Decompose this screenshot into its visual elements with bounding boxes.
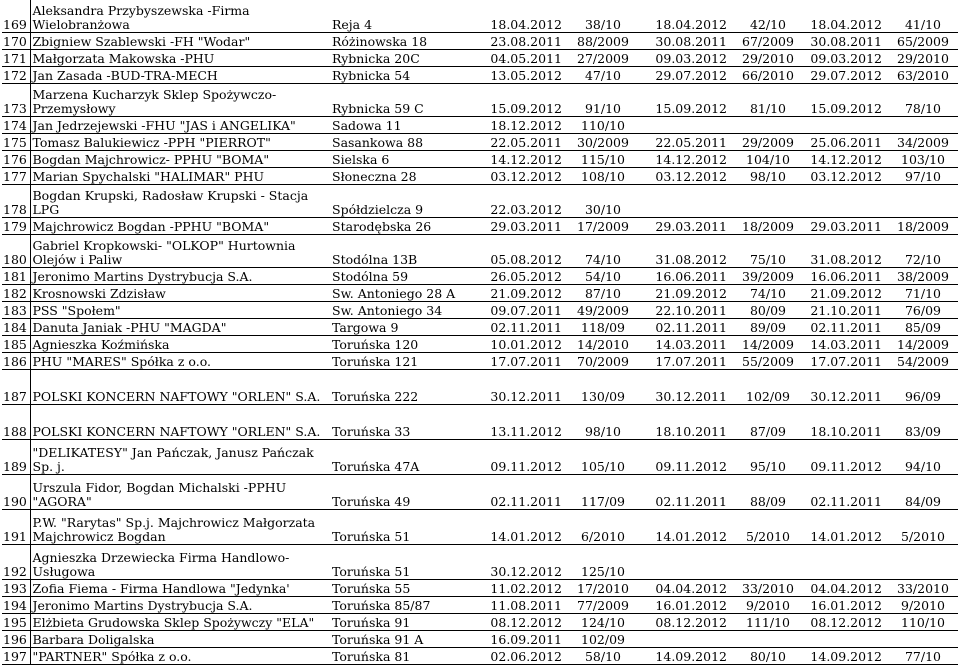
row-number: 179: [2, 218, 30, 235]
number-1: 30/2009: [568, 134, 638, 151]
number-1: 108/10: [568, 168, 638, 185]
number-3: 94/10: [888, 440, 958, 475]
business-name: Majchrowicz Bogdan -PPHU "BOMA": [30, 218, 330, 235]
number-2: [733, 631, 803, 648]
date-3: 14.03.2011: [803, 336, 888, 353]
table-row: [2, 353, 958, 370]
number-2: 95/10: [733, 440, 803, 475]
date-2: 14.01.2012: [638, 510, 733, 545]
table-row: [2, 235, 958, 268]
number-2: 29/2010: [733, 50, 803, 67]
date-2: 15.09.2012: [638, 84, 733, 117]
street-address: Rybnicka 59 C: [330, 84, 473, 117]
street-address: Sielska 6: [330, 151, 473, 168]
number-2: 9/2010: [733, 597, 803, 614]
number-3: 34/2009: [888, 134, 958, 151]
table-row: [2, 475, 958, 510]
date-3: 16.01.2012: [803, 597, 888, 614]
date-2: 09.11.2012: [638, 440, 733, 475]
number-3: 72/10: [888, 235, 958, 268]
street-address: Toruńska 49: [330, 475, 473, 510]
table-row: [2, 336, 958, 353]
street-address: Toruńska 55: [330, 580, 473, 597]
table-row: [2, 67, 958, 84]
date-1: 30.12.2012: [473, 545, 568, 580]
date-3: [803, 631, 888, 648]
table-row: [2, 0, 958, 33]
table-row: [2, 545, 958, 580]
business-name: Danuta Janiak -PHU "MAGDA": [30, 319, 330, 336]
number-3: [888, 545, 958, 580]
business-name: Bogdan Majchrowicz- PPHU "BOMA": [30, 151, 330, 168]
number-3: [888, 185, 958, 218]
date-3: 08.12.2012: [803, 614, 888, 631]
date-1: 02.06.2012: [473, 648, 568, 665]
date-3: 04.04.2012: [803, 580, 888, 597]
date-3: 21.09.2012: [803, 285, 888, 302]
date-2: 09.03.2012: [638, 50, 733, 67]
number-1: 47/10: [568, 67, 638, 84]
row-number: 191: [2, 510, 30, 545]
row-number: 183: [2, 302, 30, 319]
date-1: 09.07.2011: [473, 302, 568, 319]
date-2: 16.01.2012: [638, 597, 733, 614]
table-row: [2, 302, 958, 319]
number-3: 41/10: [888, 0, 958, 33]
table-row: [2, 370, 958, 405]
street-address: Reja 4: [330, 0, 473, 33]
date-3: 18.10.2011: [803, 405, 888, 440]
business-name: PSS "Społem": [30, 302, 330, 319]
number-2: 80/09: [733, 302, 803, 319]
number-1: 77/2009: [568, 597, 638, 614]
date-3: 25.06.2011: [803, 134, 888, 151]
date-3: 30.12.2011: [803, 370, 888, 405]
business-name: Zbigniew Szablewski -FH "Wodar": [30, 33, 330, 50]
business-name: Urszula Fidor, Bogdan Michalski -PPHU "AGORA": [30, 475, 330, 510]
number-3: 63/2010: [888, 67, 958, 84]
street-address: Rybnicka 20C: [330, 50, 473, 67]
row-number: 192: [2, 545, 30, 580]
table-row: [2, 134, 958, 151]
date-1: 22.05.2011: [473, 134, 568, 151]
date-1: 03.12.2012: [473, 168, 568, 185]
number-2: 14/2009: [733, 336, 803, 353]
business-name: Zofia Fiema - Firma Handlowa "Jedynka': [30, 580, 330, 597]
business-name: Aleksandra Przybyszewska -Firma Wielobranżowa: [30, 0, 330, 33]
date-2: [638, 631, 733, 648]
number-3: 33/2010: [888, 580, 958, 597]
business-name: Elżbieta Grudowska Sklep Spożywczy "ELA": [30, 614, 330, 631]
table-body: [2, 0, 958, 665]
date-1: 21.09.2012: [473, 285, 568, 302]
number-1: 70/2009: [568, 353, 638, 370]
street-address: Toruńska 85/87: [330, 597, 473, 614]
date-3: 15.09.2012: [803, 84, 888, 117]
table-row: [2, 440, 958, 475]
business-name: Jan Zasada -BUD-TRA-MECH: [30, 67, 330, 84]
street-address: Toruńska 81: [330, 648, 473, 665]
date-3: 18.04.2012: [803, 0, 888, 33]
row-number: 193: [2, 580, 30, 597]
business-name: PHU "MARES" Spółka z o.o.: [30, 353, 330, 370]
number-3: 83/09: [888, 405, 958, 440]
row-number: 176: [2, 151, 30, 168]
street-address: Toruńska 33: [330, 405, 473, 440]
number-1: 58/10: [568, 648, 638, 665]
number-3: 76/09: [888, 302, 958, 319]
date-2: 18.10.2011: [638, 405, 733, 440]
number-1: 14/2010: [568, 336, 638, 353]
date-2: 03.12.2012: [638, 168, 733, 185]
number-3: 97/10: [888, 168, 958, 185]
number-3: 38/2009: [888, 268, 958, 285]
date-1: 22.03.2012: [473, 185, 568, 218]
date-2: [638, 185, 733, 218]
business-name: Małgorzata Makowska -PHU: [30, 50, 330, 67]
number-1: 124/10: [568, 614, 638, 631]
number-2: [733, 545, 803, 580]
date-2: 14.09.2012: [638, 648, 733, 665]
date-1: 02.11.2011: [473, 319, 568, 336]
date-3: 14.12.2012: [803, 151, 888, 168]
date-2: 29.03.2011: [638, 218, 733, 235]
number-1: 6/2010: [568, 510, 638, 545]
number-3: 5/2010: [888, 510, 958, 545]
business-name: POLSKI KONCERN NAFTOWY "ORLEN" S.A.: [30, 370, 330, 405]
date-3: 29.07.2012: [803, 67, 888, 84]
date-1: 26.05.2012: [473, 268, 568, 285]
number-1: 102/09: [568, 631, 638, 648]
number-2: 104/10: [733, 151, 803, 168]
date-3: 31.08.2012: [803, 235, 888, 268]
number-2: 75/10: [733, 235, 803, 268]
street-address: Toruńska 222: [330, 370, 473, 405]
row-number: 173: [2, 84, 30, 117]
table-row: [2, 510, 958, 545]
row-number: 186: [2, 353, 30, 370]
number-2: 29/2009: [733, 134, 803, 151]
date-3: 30.08.2011: [803, 33, 888, 50]
business-name: Gabriel Kropkowski- "OLKOP" Hurtownia Olejów i Paliw: [30, 235, 330, 268]
business-name: Jan Jedrzejewski -FHU "JAS i ANGELIKA": [30, 117, 330, 134]
date-3: 29.03.2011: [803, 218, 888, 235]
street-address: Toruńska 47A: [330, 440, 473, 475]
business-name: Jeronimo Martins Dystrybucja S.A.: [30, 597, 330, 614]
business-name: POLSKI KONCERN NAFTOWY "ORLEN" S.A.: [30, 405, 330, 440]
date-2: 14.12.2012: [638, 151, 733, 168]
table-row: [2, 151, 958, 168]
number-1: 54/10: [568, 268, 638, 285]
row-number: 170: [2, 33, 30, 50]
date-1: 11.02.2012: [473, 580, 568, 597]
number-3: 96/09: [888, 370, 958, 405]
date-3: 09.11.2012: [803, 440, 888, 475]
table-row: [2, 50, 958, 67]
number-2: 67/2009: [733, 33, 803, 50]
number-1: 38/10: [568, 0, 638, 33]
date-1: 14.12.2012: [473, 151, 568, 168]
number-2: 87/09: [733, 405, 803, 440]
row-number: 190: [2, 475, 30, 510]
table-row: [2, 319, 958, 336]
number-1: 87/10: [568, 285, 638, 302]
row-number: 171: [2, 50, 30, 67]
business-name: "PARTNER" Spółka z o.o.: [30, 648, 330, 665]
number-2: 80/10: [733, 648, 803, 665]
street-address: Sw. Antoniego 28 A: [330, 285, 473, 302]
number-3: 85/09: [888, 319, 958, 336]
street-address: Starodębska 26: [330, 218, 473, 235]
number-3: 78/10: [888, 84, 958, 117]
business-name: Bogdan Krupski, Radosław Krupski - Stacja LPG: [30, 185, 330, 218]
number-3: 54/2009: [888, 353, 958, 370]
number-2: 33/2010: [733, 580, 803, 597]
street-address: Toruńska 51: [330, 510, 473, 545]
number-2: [733, 185, 803, 218]
table-row: [2, 168, 958, 185]
date-2: [638, 545, 733, 580]
number-3: 110/10: [888, 614, 958, 631]
number-2: [733, 117, 803, 134]
number-2: 98/10: [733, 168, 803, 185]
license-register-table: [2, 0, 958, 665]
date-2: 22.10.2011: [638, 302, 733, 319]
number-3: 18/2009: [888, 218, 958, 235]
date-1: 10.01.2012: [473, 336, 568, 353]
number-2: 5/2010: [733, 510, 803, 545]
number-3: 65/2009: [888, 33, 958, 50]
date-1: 18.12.2012: [473, 117, 568, 134]
business-name: Marian Spychalski "HALIMAR" PHU: [30, 168, 330, 185]
date-2: 22.05.2011: [638, 134, 733, 151]
number-2: 55/2009: [733, 353, 803, 370]
row-number: 184: [2, 319, 30, 336]
row-number: 172: [2, 67, 30, 84]
date-1: 15.09.2012: [473, 84, 568, 117]
row-number: 185: [2, 336, 30, 353]
date-3: 21.10.2011: [803, 302, 888, 319]
street-address: Słoneczna 28: [330, 168, 473, 185]
number-2: 88/09: [733, 475, 803, 510]
date-2: 29.07.2012: [638, 67, 733, 84]
street-address: Targowa 9: [330, 319, 473, 336]
table-row: [2, 218, 958, 235]
number-2: 102/09: [733, 370, 803, 405]
business-name: Marzena Kucharzyk Sklep Spożywczo-Przemysłowy: [30, 84, 330, 117]
row-number: 169: [2, 0, 30, 33]
date-1: 13.11.2012: [473, 405, 568, 440]
date-2: 21.09.2012: [638, 285, 733, 302]
street-address: Sw. Antoniego 34: [330, 302, 473, 319]
number-3: [888, 117, 958, 134]
number-1: 117/09: [568, 475, 638, 510]
table-row: [2, 597, 958, 614]
number-3: [888, 631, 958, 648]
row-number: 188: [2, 405, 30, 440]
date-1: 05.08.2012: [473, 235, 568, 268]
date-3: 02.11.2011: [803, 319, 888, 336]
number-1: 130/09: [568, 370, 638, 405]
number-1: 17/2010: [568, 580, 638, 597]
number-1: 125/10: [568, 545, 638, 580]
date-2: 14.03.2011: [638, 336, 733, 353]
date-2: 08.12.2012: [638, 614, 733, 631]
number-2: 89/09: [733, 319, 803, 336]
number-1: 115/10: [568, 151, 638, 168]
date-2: 17.07.2011: [638, 353, 733, 370]
number-1: 27/2009: [568, 50, 638, 67]
date-1: 14.01.2012: [473, 510, 568, 545]
date-1: 09.11.2012: [473, 440, 568, 475]
row-number: 194: [2, 597, 30, 614]
date-3: 14.09.2012: [803, 648, 888, 665]
business-name: Agnieszka Drzewiecka Firma Handlowo-Usługowa: [30, 545, 330, 580]
number-1: 98/10: [568, 405, 638, 440]
date-1: 04.05.2011: [473, 50, 568, 67]
date-1: 30.12.2011: [473, 370, 568, 405]
date-1: 13.05.2012: [473, 67, 568, 84]
number-2: 42/10: [733, 0, 803, 33]
business-name: Tomasz Balukiewicz -PPH "PIERROT": [30, 134, 330, 151]
street-address: Toruńska 91: [330, 614, 473, 631]
date-2: [638, 117, 733, 134]
number-2: 18/2009: [733, 218, 803, 235]
date-1: 18.04.2012: [473, 0, 568, 33]
date-2: 02.11.2011: [638, 319, 733, 336]
date-3: 14.01.2012: [803, 510, 888, 545]
number-1: 49/2009: [568, 302, 638, 319]
date-1: 02.11.2011: [473, 475, 568, 510]
business-name: Jeronimo Martins Dystrybucja S.A.: [30, 268, 330, 285]
date-3: 17.07.2011: [803, 353, 888, 370]
street-address: Toruńska 51: [330, 545, 473, 580]
business-name: P.W. "Rarytas" Sp.j. Majchrowicz Małgorzata Majchrowicz Bogdan: [30, 510, 330, 545]
row-number: 175: [2, 134, 30, 151]
number-2: 74/10: [733, 285, 803, 302]
number-3: 103/10: [888, 151, 958, 168]
table-row: [2, 580, 958, 597]
street-address: Toruńska 120: [330, 336, 473, 353]
table-row: [2, 33, 958, 50]
table-row: [2, 648, 958, 665]
date-1: 16.09.2011: [473, 631, 568, 648]
row-number: 180: [2, 235, 30, 268]
number-3: 29/2010: [888, 50, 958, 67]
number-2: 111/10: [733, 614, 803, 631]
row-number: 197: [2, 648, 30, 665]
table-row: [2, 117, 958, 134]
row-number: 182: [2, 285, 30, 302]
number-2: 39/2009: [733, 268, 803, 285]
table-row: [2, 285, 958, 302]
date-2: 02.11.2011: [638, 475, 733, 510]
row-number: 177: [2, 168, 30, 185]
number-1: 118/09: [568, 319, 638, 336]
row-number: 181: [2, 268, 30, 285]
number-3: 84/09: [888, 475, 958, 510]
number-3: 71/10: [888, 285, 958, 302]
business-name: "DELIKATESY" Jan Pańczak, Janusz Pańczak Sp. j.: [30, 440, 330, 475]
number-1: 74/10: [568, 235, 638, 268]
table-row: [2, 405, 958, 440]
street-address: Różinowska 18: [330, 33, 473, 50]
date-3: 02.11.2011: [803, 475, 888, 510]
date-2: 30.12.2011: [638, 370, 733, 405]
street-address: Stodólna 59: [330, 268, 473, 285]
date-3: [803, 185, 888, 218]
number-2: 81/10: [733, 84, 803, 117]
date-3: 03.12.2012: [803, 168, 888, 185]
street-address: Toruńska 91 A: [330, 631, 473, 648]
date-3: 16.06.2011: [803, 268, 888, 285]
business-name: Barbara Doligalska: [30, 631, 330, 648]
number-2: 66/2010: [733, 67, 803, 84]
row-number: 187: [2, 370, 30, 405]
date-1: 17.07.2011: [473, 353, 568, 370]
date-3: 09.03.2012: [803, 50, 888, 67]
number-1: 105/10: [568, 440, 638, 475]
date-2: 31.08.2012: [638, 235, 733, 268]
street-address: Rybnicka 54: [330, 67, 473, 84]
table-row: [2, 268, 958, 285]
number-1: 30/10: [568, 185, 638, 218]
date-2: 30.08.2011: [638, 33, 733, 50]
date-3: [803, 117, 888, 134]
table-row: [2, 185, 958, 218]
street-address: Spółdzielcza 9: [330, 185, 473, 218]
date-2: 04.04.2012: [638, 580, 733, 597]
number-1: 110/10: [568, 117, 638, 134]
street-address: Sadowa 11: [330, 117, 473, 134]
row-number: 174: [2, 117, 30, 134]
table-row: [2, 631, 958, 648]
date-2: 18.04.2012: [638, 0, 733, 33]
date-2: 16.06.2011: [638, 268, 733, 285]
number-3: 77/10: [888, 648, 958, 665]
date-1: 11.08.2011: [473, 597, 568, 614]
street-address: Sasankowa 88: [330, 134, 473, 151]
date-1: 08.12.2012: [473, 614, 568, 631]
date-1: 29.03.2011: [473, 218, 568, 235]
row-number: 178: [2, 185, 30, 218]
street-address: Toruńska 121: [330, 353, 473, 370]
number-1: 91/10: [568, 84, 638, 117]
business-name: Krosnowski Zdzisław: [30, 285, 330, 302]
date-3: [803, 545, 888, 580]
row-number: 196: [2, 631, 30, 648]
number-3: 9/2010: [888, 597, 958, 614]
number-1: 17/2009: [568, 218, 638, 235]
number-1: 88/2009: [568, 33, 638, 50]
number-3: 14/2009: [888, 336, 958, 353]
street-address: Stodólna 13B: [330, 235, 473, 268]
business-name: Agnieszka Koźmińska: [30, 336, 330, 353]
table-row: [2, 84, 958, 117]
row-number: 195: [2, 614, 30, 631]
date-1: 23.08.2011: [473, 33, 568, 50]
row-number: 189: [2, 440, 30, 475]
